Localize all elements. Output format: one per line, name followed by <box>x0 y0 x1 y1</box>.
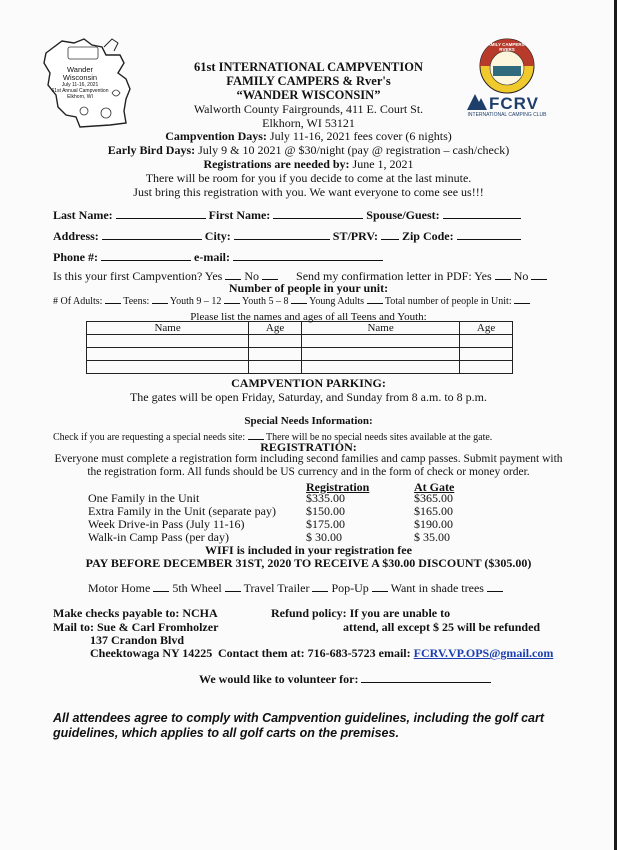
phone-row <box>53 249 593 265</box>
age-cell[interactable] <box>460 348 513 361</box>
travel-trailer-field[interactable] <box>312 582 328 592</box>
name-cell[interactable] <box>87 335 249 348</box>
days-value: July 11-16, 2021 fees cover (6 nights) <box>266 129 452 143</box>
youth-5-8-label: Youth 5 – 8 <box>242 296 289 307</box>
registration-deadline <box>0 157 617 172</box>
name-cell[interactable] <box>301 361 459 374</box>
fee-at-gate: $365.00 <box>414 491 453 505</box>
fcrv-arc-text: FAMILY CAMPERS & RVERS <box>484 42 530 52</box>
fee-item: Extra Family in the Unit (separate pay) <box>88 504 276 518</box>
first-no-field[interactable] <box>262 268 278 280</box>
col-name-1: Name <box>87 322 249 335</box>
refund-policy-1: Refund policy: If you are unable to <box>271 606 451 620</box>
people-title: Number of people in your unit: <box>228 281 389 295</box>
refund-policy-2: attend, all except $ 25 will be refunded <box>343 620 541 634</box>
header-venue: Walworth County Fairgrounds, 411 E. Court St. <box>193 102 424 116</box>
st-prv-label: ST/PRV: <box>332 229 378 243</box>
volunteer-field[interactable] <box>361 671 491 683</box>
logo-dates: July 11-16, 2021 <box>61 82 99 88</box>
name-cell[interactable] <box>301 335 459 348</box>
youth-5-8-field[interactable] <box>291 294 307 304</box>
checks-payable: Make checks payable to: NCHA <box>53 606 218 620</box>
list-teens-instruction: Please list the names and ages of all Teens and Youth: <box>190 311 427 323</box>
table-header-row <box>87 322 513 335</box>
name-cell[interactable] <box>301 348 459 361</box>
logo-annual: 61st Annual Campvention <box>51 88 109 94</box>
first-name-label: First Name: <box>208 208 271 222</box>
registration-title: REGISTRATION: <box>260 440 357 454</box>
first-no-label: No <box>244 269 260 283</box>
st-prv-field[interactable] <box>381 228 399 240</box>
fee-registration: $175.00 <box>306 517 345 531</box>
young-adults-label: Young Adults <box>309 296 365 307</box>
header-city: Elkhorn, WI 53121 <box>262 116 355 130</box>
fee-at-gate: $165.00 <box>414 504 453 518</box>
total-label: Total number of people in Unit: <box>384 296 512 307</box>
teens-youth-table <box>86 321 513 374</box>
fee-registration: $150.00 <box>306 504 345 518</box>
registration-text-2: the registration form. All funds should be US currency and in the form of check or money order. <box>87 466 530 478</box>
fee-at-gate: $190.00 <box>414 517 453 531</box>
address-field[interactable] <box>102 228 202 240</box>
fee-registration: $335.00 <box>306 491 345 505</box>
pop-up-label: Pop-Up <box>331 581 369 595</box>
early-value: July 9 & 10 2021 @ $30/night (pay @ registration – cash/check) <box>195 143 510 157</box>
mail-address-1: 137 Crandon Blvd <box>90 633 185 647</box>
table-row <box>87 335 513 348</box>
pop-up-field[interactable] <box>372 582 388 592</box>
fcrv-wordmark: FCRV <box>489 94 539 113</box>
wifi-note: WIFI is included in your registration fee <box>205 543 412 557</box>
contact-row <box>218 646 553 661</box>
header-theme: “WANDER WISCONSIN” <box>236 88 381 102</box>
needed-label: Registrations are needed by: <box>203 157 350 171</box>
fee-at-gate: $ 35.00 <box>414 530 450 544</box>
col-age-2: Age <box>460 322 513 335</box>
footer-line-1: All attendees agree to comply with Campvention guidelines, including the golf cart <box>53 711 545 725</box>
spouse-label: Spouse/Guest: <box>366 208 440 222</box>
adults-label: # Of Adults: <box>53 296 103 307</box>
fcrv-subtitle: INTERNATIONAL CAMPING CLUB <box>467 112 547 118</box>
age-cell[interactable] <box>249 348 302 361</box>
pdf-no-field[interactable] <box>531 268 547 280</box>
special-needs-title: Special Needs Information: <box>244 415 373 427</box>
discount-note: PAY BEFORE DECEMBER 31ST, 2020 TO RECEIVE A $30.00 DISCOUNT ($305.00) <box>85 556 532 570</box>
fee-item: Walk-in Camp Pass (per day) <box>88 530 229 544</box>
at-gate-column-header: At Gate <box>414 480 455 494</box>
fee-item: Week Drive-in Pass (July 11-16) <box>88 517 245 531</box>
registration-column-header: Registration <box>306 480 370 494</box>
teens-label: Teens: <box>123 296 150 307</box>
first-yes-field[interactable] <box>225 268 241 280</box>
phone-field[interactable] <box>101 249 191 261</box>
city-label: City: <box>204 229 231 243</box>
fee-item: One Family in the Unit <box>88 491 200 505</box>
col-age-1: Age <box>249 322 302 335</box>
mail-to: Mail to: Sue & Carl Fromholzer <box>53 620 219 634</box>
name-cell[interactable] <box>87 361 249 374</box>
col-name-2: Name <box>301 322 459 335</box>
age-cell[interactable] <box>249 335 302 348</box>
logo-title: Wander Wisconsin <box>62 65 98 82</box>
total-field[interactable] <box>514 294 530 304</box>
special-needs-note: There will be no special needs sites available at the gate. <box>265 432 493 443</box>
address-row <box>53 228 593 244</box>
needed-value: June 1, 2021 <box>349 157 414 171</box>
shade-trees-label: Want in shade trees <box>390 581 484 595</box>
last-minute-note: There will be room for you if you decide to come at the last minute. <box>145 171 472 185</box>
table-row <box>87 348 513 361</box>
youth-9-12-field[interactable] <box>224 294 240 304</box>
footer-line-2: guidelines, which applies to all golf carts on the premises. <box>53 726 399 740</box>
zip-field[interactable] <box>457 228 521 240</box>
mail-address-2: Cheektowaga NY 14225 <box>90 646 213 660</box>
zip-label: Zip Code: <box>401 229 454 243</box>
special-needs-field[interactable] <box>248 430 264 440</box>
last-name-field[interactable] <box>116 207 206 219</box>
last-name-label: Last Name: <box>53 208 113 222</box>
motor-home-field[interactable] <box>153 582 169 592</box>
pdf-question: Send my confirmation letter in PDF: Yes <box>296 269 492 283</box>
pdf-yes-field[interactable] <box>495 268 511 280</box>
pdf-no-label: No <box>513 269 529 283</box>
fifth-wheel-label: 5th Wheel <box>172 581 222 595</box>
city-field[interactable] <box>234 228 330 240</box>
table-row <box>87 361 513 374</box>
days-label: Campvention Days: <box>165 129 267 143</box>
first-name-field[interactable] <box>273 207 363 219</box>
address-label: Address: <box>53 229 99 243</box>
age-cell[interactable] <box>460 335 513 348</box>
volunteer-label: We would like to volunteer for: <box>199 672 359 686</box>
motor-home-label: Motor Home <box>88 581 151 595</box>
adults-field[interactable] <box>105 294 121 304</box>
campvention-days <box>0 129 617 144</box>
contact-text: Contact them at: 716-683-5723 email: <box>218 646 411 660</box>
registration-text-1: Everyone must complete a registration form including second families and camp passes. Submit payment with <box>54 453 563 465</box>
unit-type-row <box>88 581 588 596</box>
age-cell[interactable] <box>249 361 302 374</box>
header-subtitle: FAMILY CAMPERS & Rver's <box>226 74 391 88</box>
people-count-row <box>53 294 593 307</box>
travel-trailer-label: Travel Trailer <box>243 581 310 595</box>
early-bird-days <box>0 143 617 158</box>
spouse-field[interactable] <box>443 207 521 219</box>
email-field[interactable] <box>233 249 383 261</box>
phone-label: Phone #: <box>53 250 98 264</box>
volunteer-row <box>199 671 491 687</box>
header-title: 61st INTERNATIONAL CAMPVENTION <box>194 60 423 74</box>
parking-title: CAMPVENTION PARKING: <box>231 376 386 390</box>
name-row <box>53 207 593 223</box>
fifth-wheel-field[interactable] <box>225 582 241 592</box>
logo-city: Elkhorn, WI <box>67 94 93 100</box>
contact-email-link[interactable]: FCRV.VP.OPS@gmail.com <box>413 646 554 660</box>
email-label: e-mail: <box>194 250 230 264</box>
name-cell[interactable] <box>87 348 249 361</box>
first-campvention-question: Is this your first Campvention? Yes <box>53 269 223 283</box>
parking-text: The gates will be open Friday, Saturday, and Sunday from 8 a.m. to 8 p.m. <box>129 390 488 404</box>
bring-registration-note: Just bring this registration with you. We want everyone to come see us!!! <box>133 185 484 199</box>
fee-registration: $ 30.00 <box>306 530 342 544</box>
shade-trees-field[interactable] <box>487 582 503 592</box>
special-needs-check-label: Check if you are requesting a special needs site: <box>53 432 246 443</box>
age-cell[interactable] <box>460 361 513 374</box>
teens-field[interactable] <box>152 294 168 304</box>
youth-9-12-label: Youth 9 – 12 <box>169 296 222 307</box>
early-label: Early Bird Days: <box>107 143 196 157</box>
young-adults-field[interactable] <box>367 294 383 304</box>
